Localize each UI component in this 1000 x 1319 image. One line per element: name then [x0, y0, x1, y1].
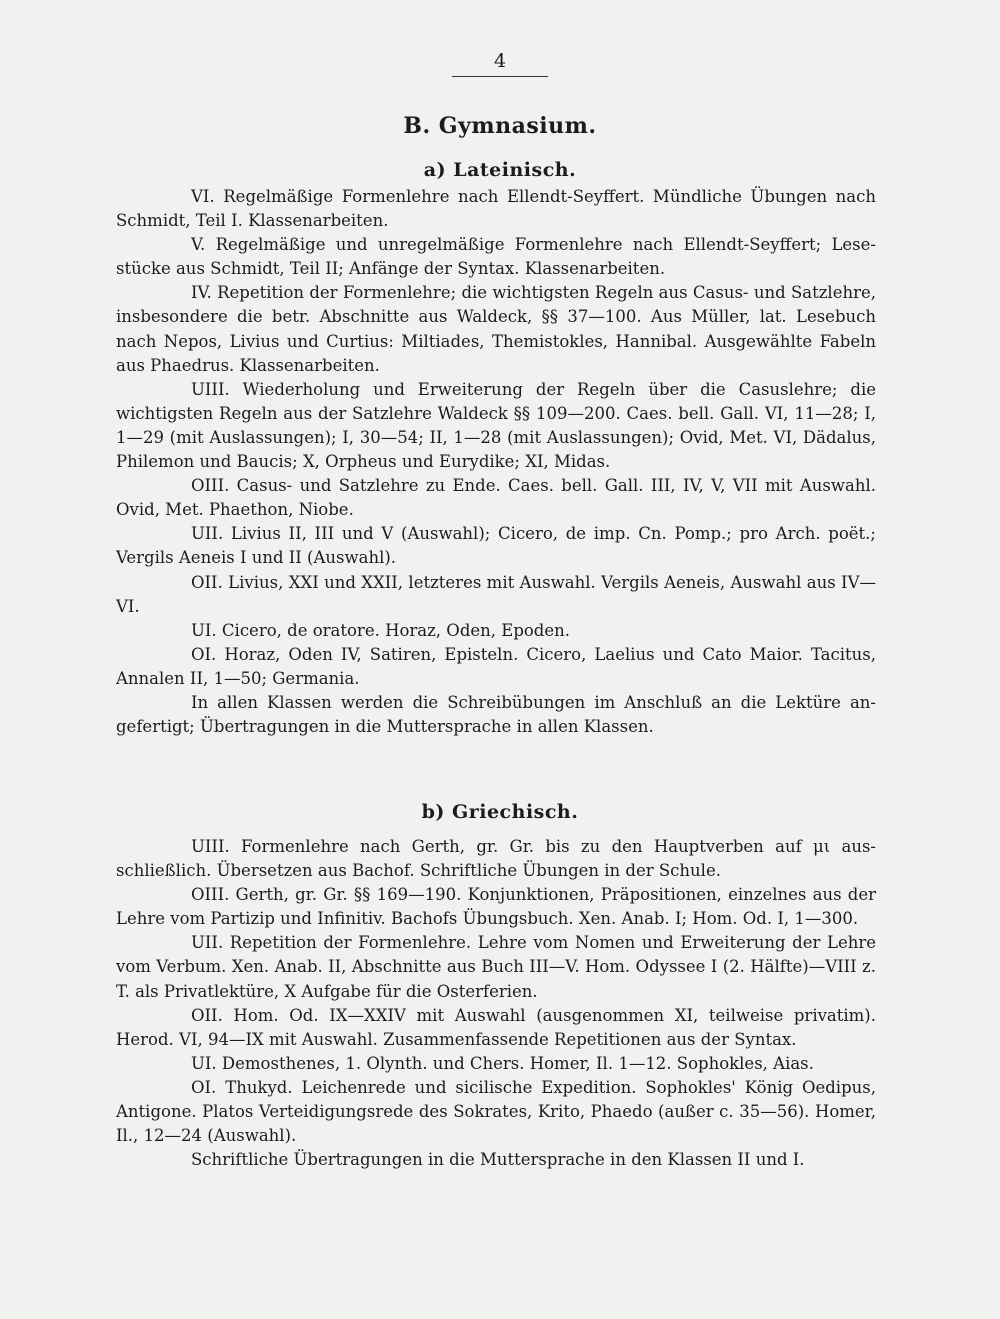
latin-paragraph-v: V. Regelmäßige und unregelmäßige Formenlehre nach Ellendt-Seyffert; Lesestücke aus Schmidt, Teil II; Anfänge der Syntax. Klassenarbeiten.: [116, 235, 876, 279]
greek-paragraph-note: Schriftliche Übertragungen in die Muttersprache in den Klassen II und I.: [191, 1150, 805, 1170]
greek-paragraph-oi: OI. Thukyd. Leichenrede und sicilische Expedition. Sophokles' König Oedipus, Antigone. Platos Verteidigungsrede des Sokrates, Krito, Phaedo (außer c. 35—56). Homer, Il., 12—24 (Auswahl).: [116, 1077, 876, 1146]
greek-paragraph-uiii: UIII. Formenlehre nach Gerth, gr. Gr. bis zu den Hauptverben auf μι ausschließlich. Übersetzen aus Bachof. Schriftliche Übungen in der Schule.: [116, 837, 876, 881]
latin-paragraph-vi: VI. Regelmäßige Formenlehre nach Ellendt-Seyffert. Mündliche Übungen nach Schmidt, Teil I. Klassenarbeiten.: [116, 187, 876, 231]
greek-paragraph-oiii: OIII. Gerth, gr. Gr. §§ 169—190. Konjunktionen, Präpositionen, einzelnes aus der Lehre vom Partizip und Infinitiv. Bachofs Übungsbuch. Xen. Anab. I; Hom. Od. I, 1—300.: [116, 885, 876, 929]
greek-paragraph-uii: UII. Repetition der Formenlehre. Lehre vom Nomen und Erweiterung der Lehre vom Verbum. Xen. Anab. II, Abschnitte aus Buch III—V. Hom. Odyssee I (2. Hälfte)—VIII z. T. als Privatlektüre, X Aufgabe für die Osterferien.: [116, 933, 876, 1001]
page-number-rule: [452, 76, 548, 77]
latin-paragraph-oiii: OIII. Casus- und Satzlehre zu Ende. Caes. bell. Gall. III, IV, V, VII mit Auswahl. Ovid, Met. Phaethon, Niobe.: [116, 476, 876, 520]
latin-paragraph-note: In allen Klassen werden die Schreibübungen im Anschluß an die Lektüre angefertigt; Übertragungen in die Muttersprache in allen Klassen.: [116, 692, 876, 737]
greek-section: [116, 835, 876, 1172]
latin-paragraph-ui: UI. Cicero, de oratore. Horaz, Oden, Epoden.: [191, 620, 571, 640]
latin-paragraph-oii: OII. Livius, XXI und XXII, letzteres mit Auswahl. Vergils Aeneis, Auswahl aus IV—VI.: [116, 572, 876, 616]
greek-heading: b) Griechisch.: [421, 801, 579, 823]
latin-section: [116, 185, 876, 739]
greek-paragraph-oii: OII. Hom. Od. IX—XXIV mit Auswahl (ausgenommen XI, teilweise privatim). Herod. VI, 94—IX mit Auswahl. Zusammenfassende Repetitionen aus der Syntax.: [116, 1005, 876, 1049]
section-title: B. Gymnasium.: [403, 113, 597, 139]
latin-paragraph-iv: IV. Repetition der Formenlehre; die wichtigsten Regeln aus Casus- und Satzlehre, insbesondere die betr. Abschnitte aus Waldeck, §§ 37—100. Aus Müller, lat. Lesebuch nach Nepos, Livius und Curtius: Miltiades, Themistokles, Hannibal. Ausgewählte Fabeln aus Phaedrus. Klassenarbeiten.: [116, 283, 876, 375]
latin-paragraph-oi: OI. Horaz, Oden IV, Satiren, Episteln. Cicero, Laelius und Cato Maior. Tacitus, Annalen II, 1—50; Germania.: [116, 644, 876, 688]
latin-paragraph-uii: UII. Livius II, III und V (Auswahl); Cicero, de imp. Cn. Pomp.; pro Arch. poët.; Vergils Aeneis I und II (Auswahl).: [116, 524, 876, 568]
latin-heading: a) Lateinisch.: [423, 159, 577, 181]
latin-paragraph-uiii: UIII. Wiederholung und Erweiterung der Regeln über die Casuslehre; die wichtigsten Regeln aus der Satzlehre Waldeck §§ 109—200. Caes. bell. Gall. VI, 11—28; I, 1—29 (mit Auslassungen); I, 30—54; II, 1—28 (mit Auslassungen); Ovid, Met. VI, Dädalus, Philemon und Baucis; X, Orpheus und Eurydike; XI, Midas.: [116, 379, 876, 472]
page-number: 4: [493, 50, 507, 72]
greek-paragraph-ui: UI. Demosthenes, 1. Olynth. und Chers. Homer, Il. 1—12. Sophokles, Aias.: [191, 1053, 814, 1073]
